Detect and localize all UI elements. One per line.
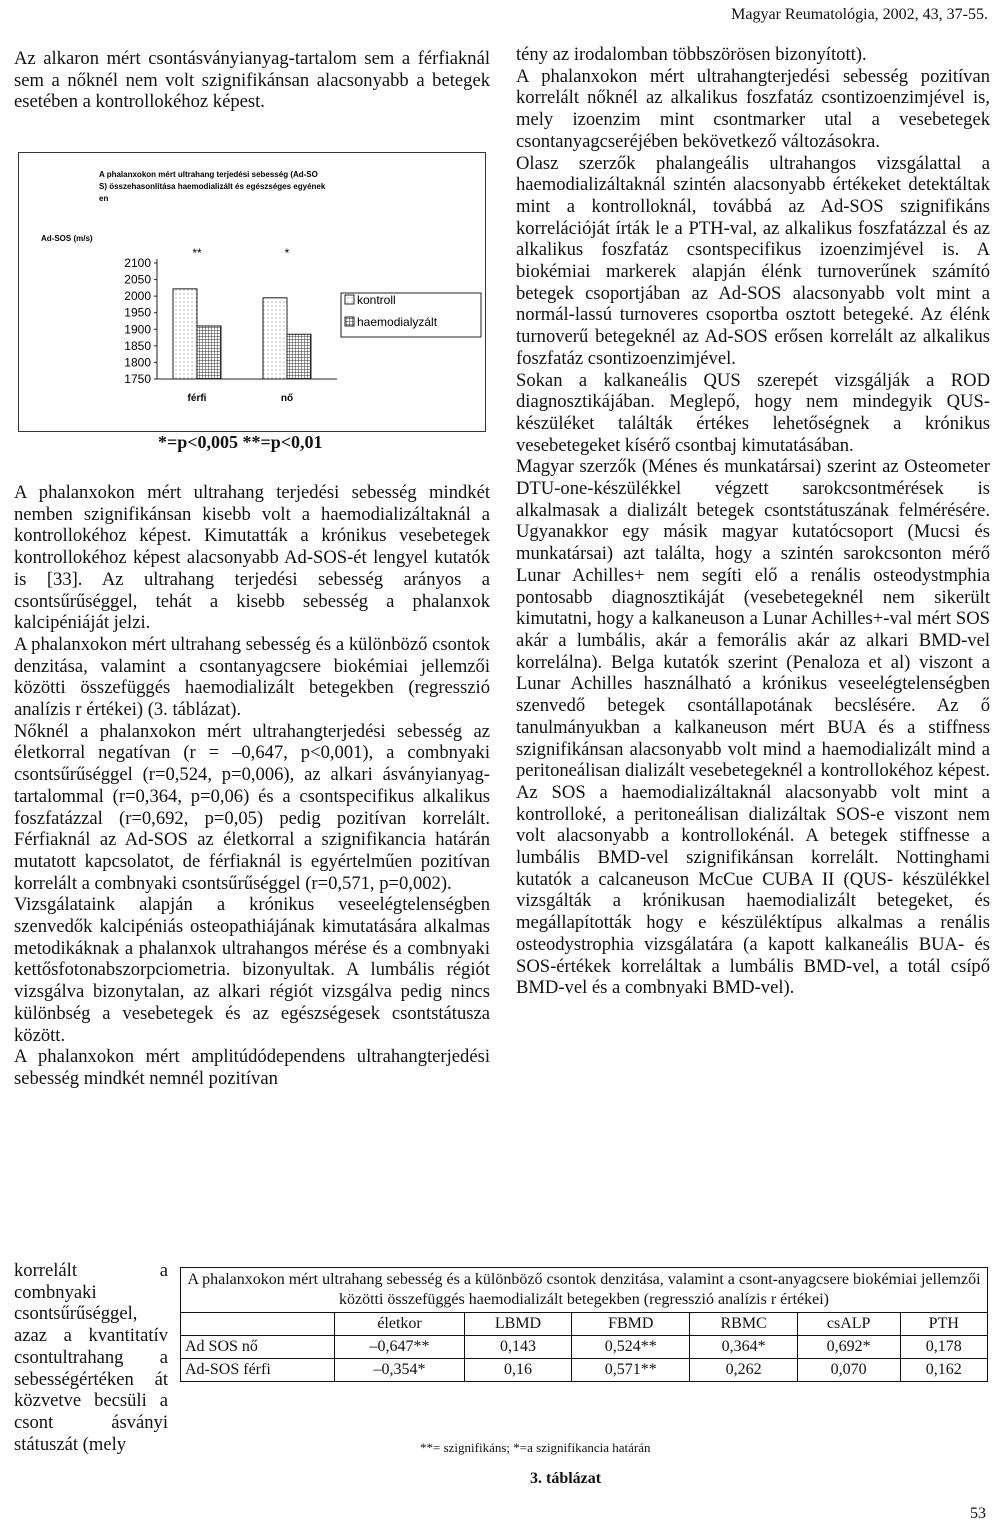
significance-marker: * (284, 246, 290, 260)
table-cell: 0,571** (572, 1359, 690, 1382)
paragraph: Sokan a kalkaneális QUS szerepét vizsgálják a ROD diagnosztikájában. Meglepő, hogy nem mindegyik QUS-készüléket találták értékes lehetőségnek a krónikus vesebetegeket kísérő csontbaj kimutatásában. (516, 369, 990, 456)
wrapped-text (14, 1260, 168, 1455)
table-note: **= szignifikáns; *=a szignifikancia határán (420, 1440, 651, 1455)
table-label: 3. táblázat (530, 1470, 602, 1487)
table-header-cell: PTH (900, 1313, 987, 1336)
chart-title-line: S) összehasonlítása haemodializált és egészséges egyének (99, 182, 326, 191)
y-tick-label: 2100 (124, 256, 151, 270)
chart-title-line: A phalanxokon mért ultrahang terjedési sebesség (Ad-SO (99, 170, 318, 179)
table-header-cell: csALP (797, 1313, 900, 1336)
table-cell: Ad-SOS férfi (181, 1359, 335, 1382)
table-cell: –0,647** (335, 1336, 465, 1359)
left-column-lower (14, 482, 490, 1090)
table-header-cell: FBMD (572, 1313, 690, 1336)
table-cell: 0,178 (900, 1336, 987, 1359)
table-header-cell: RBMC (690, 1313, 797, 1336)
y-tick-label: 1800 (124, 355, 151, 370)
table-cell: 0,162 (900, 1359, 987, 1382)
paragraph: Olasz szerzők phalangeális ultrahangos vizsgálattal a haemodializáltaknál szintén alacsonyabb értékeket detektáltak mint a kontrolloknál, továbbá az Ad-SOS szignifikáns korrelációját írták le a PTH-val, az alkalikus foszfatázzal és az alkalikus foszfatáz csontspecifikus izoenzimjével is. A biokémiai markerek alapján élénk turnoverűnek számító betegek csoportjában az Ad-SOS alacsonyabb volt mint a normál-lassú turnoveres csoportba osztott betegeké. Az élénk turnoverű betegeknél az Ad-SOS erősen korrelált az alkalikus foszfatáz csontizoenzimjével. (516, 152, 990, 369)
table-row (181, 1336, 988, 1359)
legend-label: kontroll (357, 293, 396, 307)
x-category-label: nő (280, 393, 294, 404)
paragraph: A phalanxokon mért ultrahangterjedési sebesség pozitívan korrelált nőknél az alkalikus foszfatáz csontizoenzimjével is, mely izoenzim mint csontmarker utal a vesebetegek csontanyagcseréjében bekövetkező változásokra. (516, 65, 990, 152)
table-cell: –0,354* (335, 1359, 465, 1382)
table-cell: 0,143 (464, 1336, 571, 1359)
table-cell: 0,16 (464, 1359, 571, 1382)
paragraph: A phalanxokon mért ultrahang terjedési sebesség mindkét nemben szignifikánsan kisebb volt a haemodializáltaknál a kontrollokéhoz képest. Kimutatták a krónikus vesebetegek kontrollokéhoz képest alacsonyabb Ad-SOS-ét lengyel kutatók is [33]. Az ultrahang terjedési sebesség arányos a csontsűrűséggel, tehát a kisebb sebesség a phalanxok kalcipéniáját jelzi. (14, 482, 490, 634)
table-cell: Ad SOS nő (181, 1336, 335, 1359)
table-cell: 0,364* (690, 1336, 797, 1359)
bar-kontroll (263, 298, 287, 379)
left-column (14, 48, 490, 113)
legend-swatch (345, 317, 354, 326)
paragraph: Vizsgálataink alapján a krónikus veseelégtelenségben szenvedők kalcipéniás osteopathiájának kimutatására alkalmas metodikáknak a phalanxok ultrahangos mérése és a combnyaki kettősfotonabszorpciometria. bizonyultak. A lumbális régiót vizsgálva bizonytalan, az alkari régiót vizsgálva pedig nincs különbség a vesebetegek és az egészségesek csontstátusza között. (14, 894, 490, 1046)
table-cell: 0,262 (690, 1359, 797, 1382)
paragraph: A phalanxokon mért amplitúdódependens ultrahangterjedési sebesség mindkét nemnél pozitívan (14, 1046, 490, 1089)
bar-haemodialyzált (197, 326, 221, 379)
chart-svg (19, 153, 485, 431)
y-tick-label: 1850 (124, 338, 151, 353)
y-tick-label: 1950 (124, 305, 151, 320)
bar-chart (18, 152, 486, 432)
paragraph: A phalanxokon mért ultrahang sebesség és a különböző csontok denzitása, valamint a csontanyagcsere biokémiai jellemzői közötti összefüggés haemodializált betegekben (regresszió analízis r értékei) (3. táblázat). (14, 633, 490, 721)
results-table (180, 1267, 988, 1382)
bar-kontroll (173, 289, 197, 379)
y-tick-label: 1900 (124, 322, 151, 337)
paragraph: Az alkaron mért csontásványianyag-tartalom sem a férfiaknál sem a nőknél nem volt szignifikánsan alacsonyabb a betegek esetében a kontrollokéhoz képest. (14, 48, 490, 113)
paragraph: Nőknél a phalanxokon mért ultrahangterjedési sebesség az életkorral negatívan (r = –0,647, p<0,001), a combnyaki csontsűrűséggel (r=0,524, p=0,006), az alkari ásványianyag-tartalommal (r=0,364, p=0,06) és a csontspecifikus alkalikus foszfatázzal (r=0,692, p=0,05) pedig pozitívan korrelált. Férfiaknál az Ad-SOS az életkorral a szignifikancia határán mutatott kapcsolatot, de férfiaknál is egyértelműen pozitívan korrelált a combnyaki csontsűrűséggel (r=0,571, p=0,002). (14, 720, 490, 894)
table-header-row (181, 1313, 988, 1336)
y-axis-label: Ad-SOS (m/s) (41, 234, 93, 243)
table (180, 1267, 988, 1382)
paragraph: Magyar szerzők (Ménes és munkatársai) szerint az Osteometer DTU-one-készülékkel végzett sarokcsontmérések is alkalmasak a dializált betegek csontstátuszának felmérésére. Ugyanakkor egy másik magyar kutatócsoport (Mucsi és munkatársai) azt találta, hogy a szintén sarokcsonton mérő Lunar Achilles+ nem segíti elő a renális osteodystmphia pontosabb diagnosztikáját (vesebetegeknél nem sikerült kimutatni, hogy a kalkaneuson a Lunar Achilles+-val mért SOS akár a lumbális, akár a femorális akár az alkari BMD-vel korrelálna). Belga kutatók szerint (Penaloza et al) viszont a Lunar Achilles használható a krónikus veseelégtelenségben szenvedő betegek csontállapotának becslésére. Az ő tanulmányukban a kalkaneuson mért BUA és a stiffness szignifikánsan alacsonyabb volt mind a haemodializált mind a peritoneálisan dializált vesebetegeknél a kontrollokéhoz képest. Az SOS a haemodializáltaknál alacsonyabb volt mint a kontrolloké, a peritoneálisan dializáltak SOS-e viszont nem volt alacsonyabb a kontrollokénál. A betegek stiffnesse a lumbális BMD-vel szignifikánsan korrelált. Nottinghami kutatók a calcaneuson McCue CUBA II (QUS- készülékkel vizsgálták a krónikusan haemodializált betegeket, és megállapították hogy e készüléktípus alkalmas a renális osteodystrophia vizsgálatára (a kapott kalkaneális BUA- és SOS-értékek korreláltak a lumbális BMD-vel, a totál csípő BMD-vel és a combnyaki BMD-vel). (516, 456, 990, 999)
table-cell: 0,524** (572, 1336, 690, 1359)
significance-marker: ** (192, 246, 202, 260)
table-header-cell: életkor (335, 1313, 465, 1336)
table-cell: 0,692* (797, 1336, 900, 1359)
y-tick-label: 2000 (124, 289, 151, 304)
chart-title-line: en (99, 194, 109, 203)
table-row (181, 1359, 988, 1382)
right-column (516, 44, 990, 999)
legend-label: haemodialyzált (357, 315, 438, 329)
table-cell: 0,070 (797, 1359, 900, 1382)
table-header-cell (181, 1313, 335, 1336)
paragraph: tény az irodalomban többszörösen bizonyított). (516, 44, 867, 65)
table-title: A phalanxokon mért ultrahang sebesség és a különböző csontok denzitása, valamint a csont-anyagcsere biokémiai jellemzői közötti összefüggés haemodializált betegekben (regresszió analízis r értékei) (181, 1268, 988, 1313)
paragraph: korrelált a combnyaki csontsűrűséggel, azaz a kvantitatív csontultrahang a sebességértéken át közvetve becsüli a csont ásványi státuszát (mely (14, 1260, 168, 1455)
journal-header: Magyar Reumatológia, 2002, 43, 37-55. (731, 6, 988, 23)
y-tick-label: 2050 (124, 272, 151, 287)
legend-swatch (345, 295, 354, 304)
significance-caption: *=p<0,005 **=p<0,01 (158, 432, 323, 452)
y-tick-label: 1750 (124, 372, 151, 386)
page-number: 53 (970, 1505, 986, 1522)
bar-haemodialyzált (287, 334, 311, 379)
table-header-cell: LBMD (464, 1313, 571, 1336)
x-category-label: férfi (187, 393, 207, 404)
